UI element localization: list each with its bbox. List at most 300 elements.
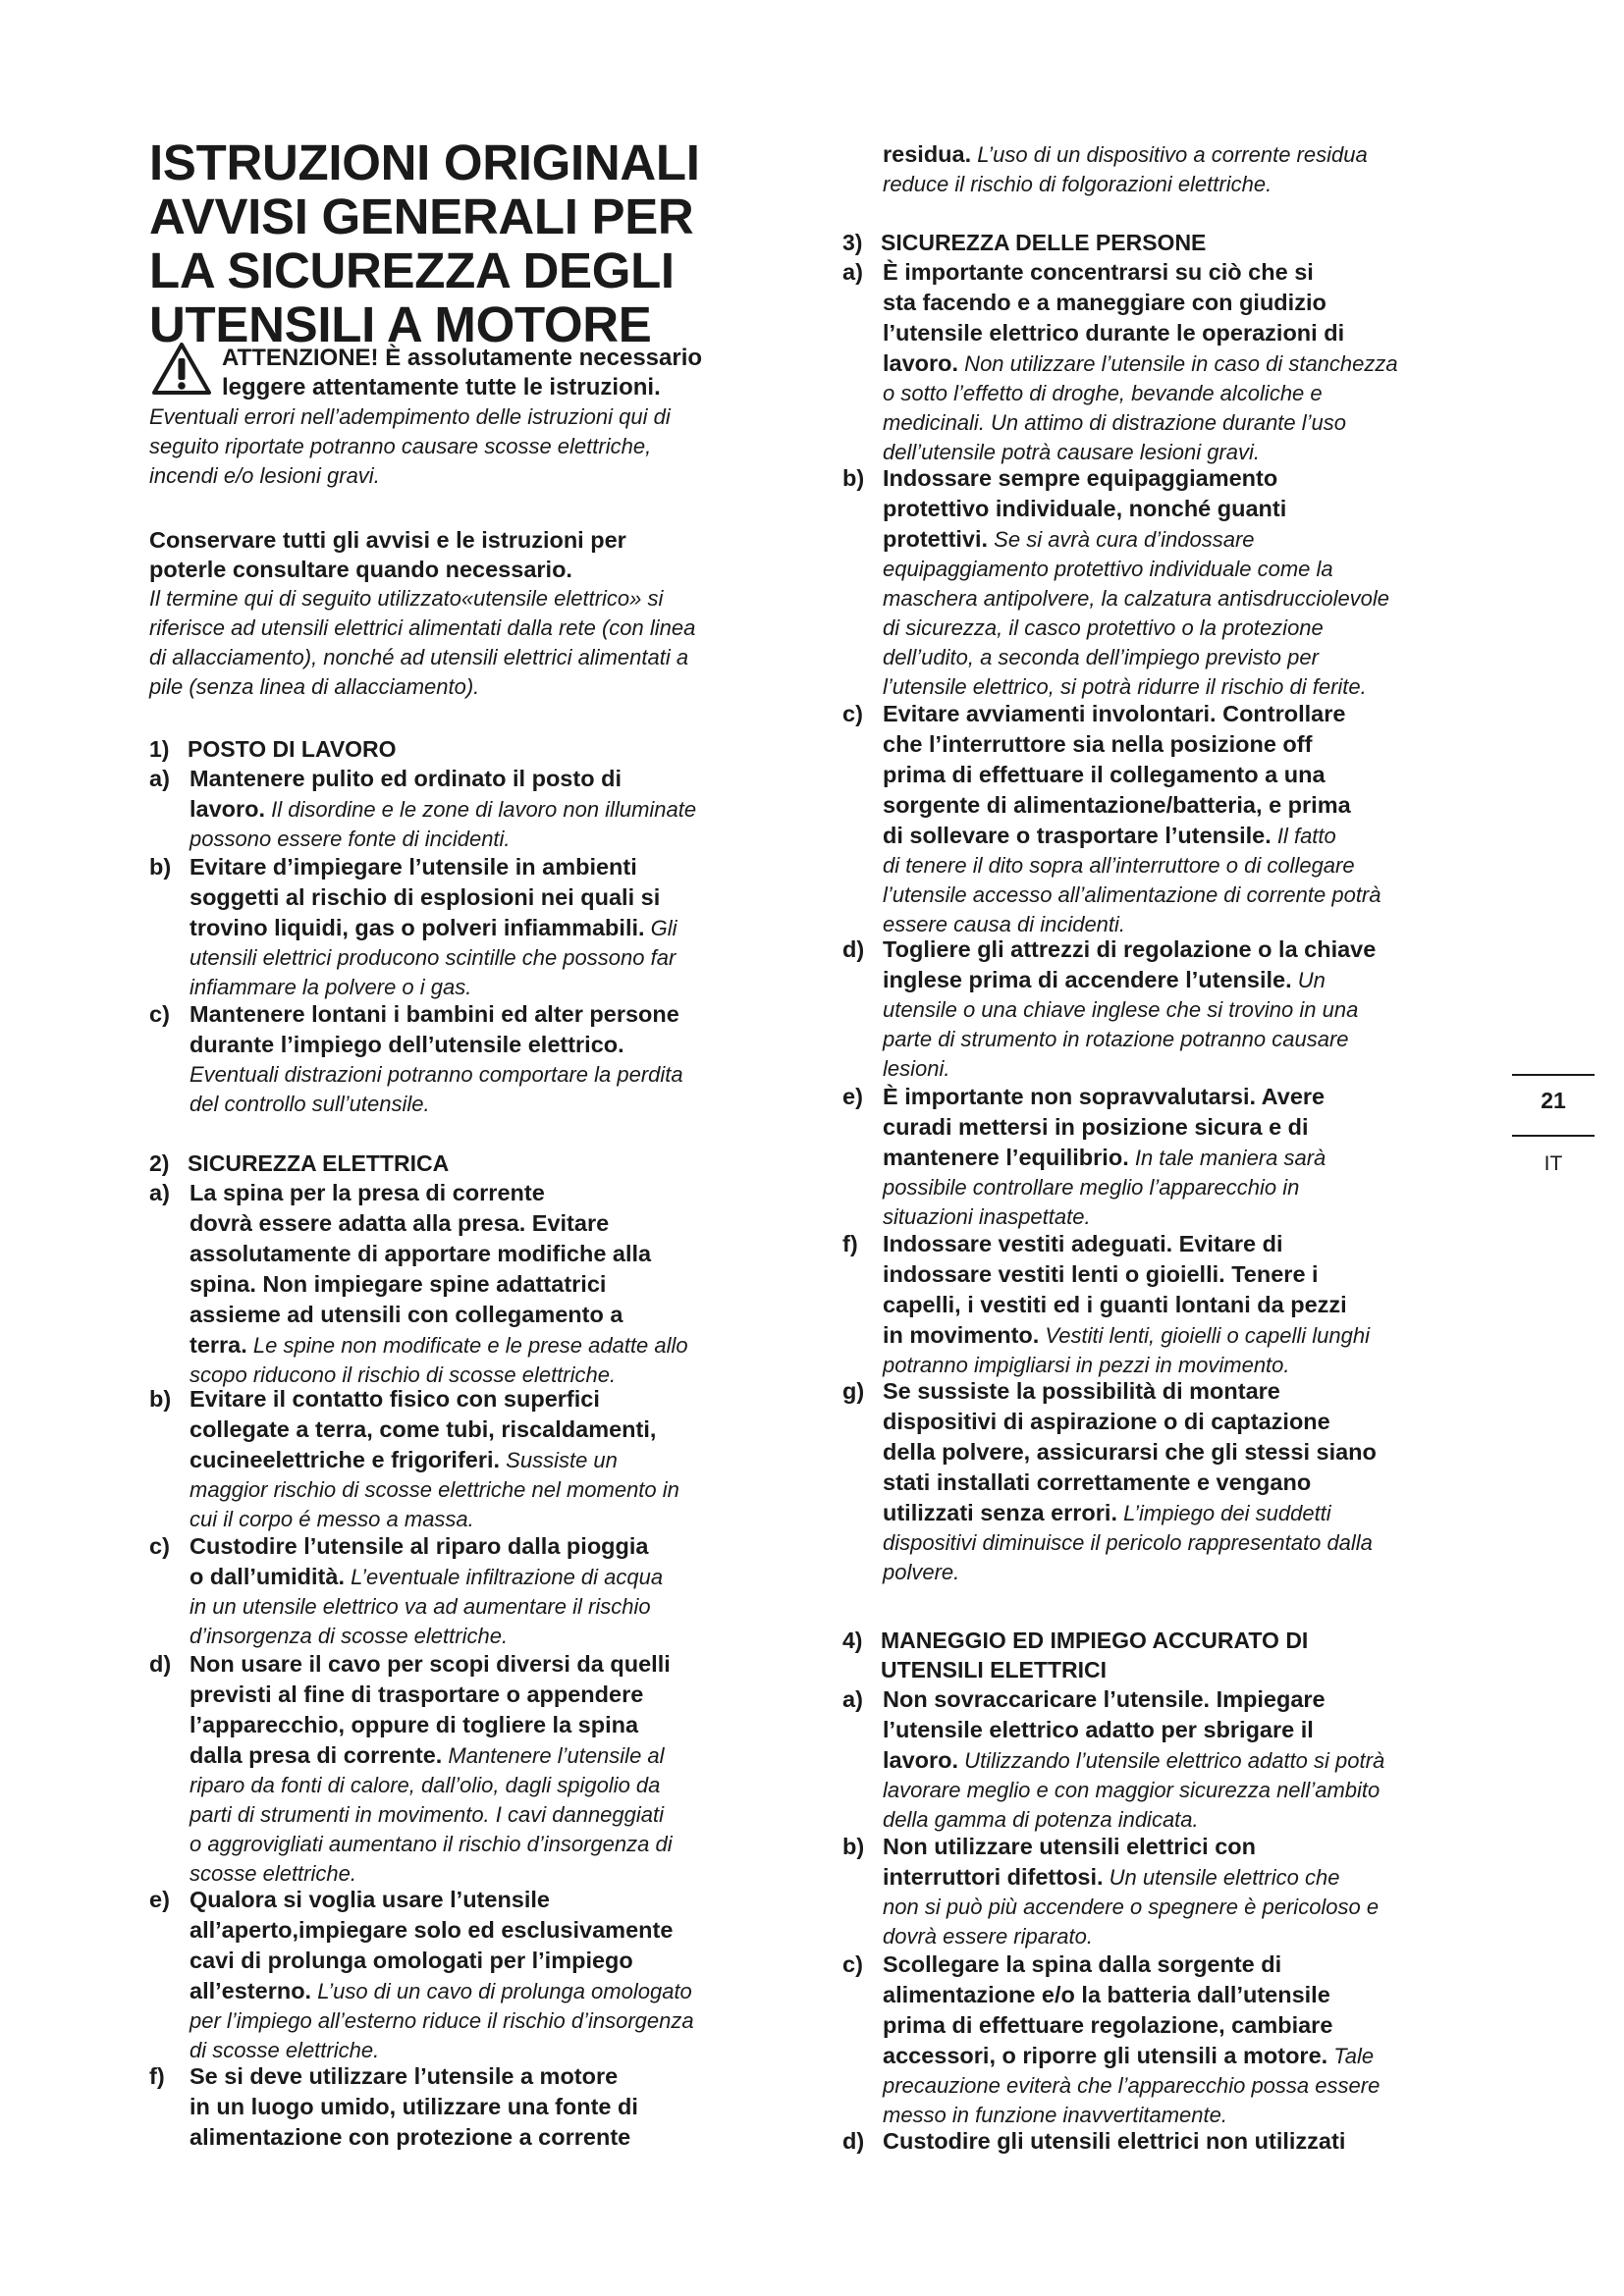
text-line bbox=[883, 1376, 1377, 1407]
bold-text: o dall’umidità. bbox=[189, 1564, 345, 1589]
bold-text: in un luogo umido, utilizzare una fonte di bbox=[189, 2094, 638, 2119]
bold-text: dispositivi di aspirazione o di captazione bbox=[883, 1409, 1330, 1434]
warning-line: ATTENZIONE! È assolutamente necessario bbox=[222, 345, 703, 371]
bold-text: Scollegare la spina dalla sorgente di bbox=[883, 1951, 1282, 1977]
text-line bbox=[189, 913, 677, 943]
text-line bbox=[189, 1915, 694, 1946]
warning-triangle-icon bbox=[151, 342, 212, 397]
bold-text: È importante concentrarsi su ciò che si bbox=[883, 259, 1314, 285]
text-line bbox=[883, 1922, 1379, 1951]
item-text bbox=[189, 1885, 694, 2065]
italic-text: l’utensile accesso all’alimentazione di corrente potrà bbox=[883, 882, 1381, 907]
text-line bbox=[189, 1976, 694, 2006]
text-line: Eventuali errori nell’adempimento delle istruzioni qui di bbox=[149, 404, 671, 429]
text-line bbox=[883, 729, 1381, 760]
text-line bbox=[883, 881, 1381, 910]
text-line bbox=[883, 760, 1381, 790]
text-line bbox=[189, 1505, 679, 1534]
italic-text: riparo da fonti di calore, dall’olio, dagli spigolio da bbox=[189, 1773, 661, 1797]
title-line: LA SICUREZZA DEGLI bbox=[149, 242, 675, 298]
item-letter: f) bbox=[842, 1231, 858, 1256]
item-text bbox=[883, 934, 1376, 1084]
item-text bbox=[189, 852, 677, 1002]
keep-instructions bbox=[149, 525, 695, 702]
text-line bbox=[189, 973, 677, 1002]
text-line bbox=[883, 995, 1376, 1025]
item-text bbox=[883, 699, 1381, 939]
section-title-continued: UTENSILI ELETTRICI bbox=[881, 1657, 1107, 1682]
text-line bbox=[883, 699, 1381, 729]
italic-text: cui il corpo é messo a massa. bbox=[189, 1507, 474, 1531]
warning-heading bbox=[222, 344, 702, 402]
item-letter: a) bbox=[842, 1686, 863, 1712]
item-text bbox=[883, 1832, 1379, 1951]
italic-text: potranno impigliarsi in pezzi in movimento. bbox=[883, 1353, 1290, 1377]
page-number: 21 bbox=[1541, 1088, 1566, 1113]
bold-text: trovino liquidi, gas o polveri infiammabili. bbox=[189, 915, 645, 940]
text-line bbox=[883, 965, 1376, 995]
text-line bbox=[883, 851, 1381, 881]
item-text bbox=[883, 1229, 1370, 1380]
item-text bbox=[189, 1649, 673, 1889]
text-line bbox=[189, 1680, 673, 1710]
item-letter: c) bbox=[842, 701, 863, 726]
text-line bbox=[883, 555, 1389, 584]
text-line bbox=[883, 1832, 1379, 1862]
italic-text: Sussiste un bbox=[500, 1448, 618, 1472]
text-line bbox=[883, 1112, 1326, 1143]
text-line bbox=[883, 1893, 1379, 1922]
document-title bbox=[149, 135, 700, 351]
italic-text: in un utensile elettrico va ad aumentare il rischio bbox=[189, 1594, 651, 1619]
section-number: 3) bbox=[842, 230, 863, 255]
text-line bbox=[189, 943, 677, 973]
text-line: poterle consultare quando necessario. bbox=[149, 557, 572, 582]
bold-text: cucineelettriche e frigoriferi. bbox=[189, 1447, 501, 1472]
bold-text: lavoro. bbox=[883, 350, 959, 376]
item-text bbox=[189, 2061, 638, 2153]
text-line bbox=[189, 1800, 673, 1830]
text-line: di allacciamento), nonché ad utensili elettrici alimentati a bbox=[149, 645, 689, 669]
bold-text: Qualora si voglia usare l’utensile bbox=[189, 1887, 550, 1912]
bold-text: protettivi. bbox=[883, 526, 989, 552]
text-line: incendi e/o lesioni gravi. bbox=[149, 463, 380, 488]
italic-text: possono essere fonte di incidenti. bbox=[189, 827, 511, 851]
bold-text: Se si deve utilizzare l’utensile a motore bbox=[189, 2063, 619, 2089]
bold-text: accessori, o riporre gli utensili a motore. bbox=[883, 2043, 1328, 2068]
bold-text: Non sovraccaricare l’utensile. Impiegare bbox=[883, 1686, 1326, 1712]
text-line bbox=[883, 524, 1389, 555]
item-letter: a) bbox=[149, 1180, 170, 1205]
text-line bbox=[189, 2092, 638, 2122]
text-line bbox=[883, 1558, 1377, 1587]
text-line bbox=[189, 2061, 638, 2092]
bold-text: l’utensile elettrico adatto per sbrigare il bbox=[883, 1717, 1314, 1742]
bold-text: previsti al fine di trasportare o appendere bbox=[189, 1682, 644, 1707]
bold-text: Custodire gli utensili elettrici non utilizzati bbox=[883, 2128, 1346, 2154]
text-line bbox=[189, 1030, 683, 1060]
italic-text: Mantenere l’utensile al bbox=[442, 1743, 665, 1768]
item-letter: b) bbox=[149, 1386, 172, 1412]
page-number-rule-top bbox=[1512, 1074, 1595, 1076]
italic-text: Un bbox=[1291, 968, 1326, 992]
bold-text: capelli, i vestiti ed i guanti lontani da pezzi bbox=[883, 1292, 1347, 1317]
italic-text: equipaggiamento protettivo individuale come la bbox=[883, 557, 1333, 581]
text-line bbox=[189, 825, 696, 854]
text-line bbox=[189, 1178, 688, 1208]
text-line bbox=[189, 1208, 688, 1239]
italic-text: l’utensile elettrico, si potrà ridurre il rischio di ferite. bbox=[883, 674, 1367, 699]
text-line bbox=[883, 2126, 1345, 2157]
italic-text: medicinali. Un attimo di distrazione durante l’uso bbox=[883, 410, 1347, 435]
text-line bbox=[883, 1229, 1370, 1259]
item-letter: g) bbox=[842, 1378, 865, 1404]
text-line bbox=[189, 852, 677, 882]
text-line bbox=[883, 1054, 1376, 1084]
text-line bbox=[883, 288, 1398, 318]
text-line bbox=[883, 1437, 1377, 1468]
bold-text: spina. Non impiegare spine adattatrici bbox=[189, 1271, 607, 1297]
bold-text: Indossare sempre equipaggiamento bbox=[883, 465, 1278, 491]
italic-text: maggior rischio di scosse elettriche nel momento in bbox=[189, 1477, 679, 1502]
item-text bbox=[189, 999, 683, 1119]
italic-text: di tenere il dito sopra all’interruttore o di collegare bbox=[883, 853, 1355, 878]
text-line bbox=[883, 1862, 1379, 1893]
bold-text: protettivo individuale, nonché guanti bbox=[883, 496, 1287, 521]
text-line bbox=[189, 1384, 679, 1415]
item-letter: a) bbox=[149, 766, 170, 791]
bold-text: di sollevare o trasportare l’utensile. bbox=[883, 823, 1272, 848]
text-line bbox=[883, 1715, 1384, 1745]
bold-text: Non utilizzare utensili elettrici con bbox=[883, 1834, 1256, 1859]
text-line bbox=[189, 2006, 694, 2036]
text-line bbox=[189, 794, 696, 825]
text-line bbox=[189, 1649, 673, 1680]
item-text bbox=[883, 1684, 1384, 1835]
bold-text: Mantenere lontani i bambini ed alter persone bbox=[189, 1001, 679, 1027]
item-text bbox=[189, 1531, 663, 1651]
text-line bbox=[883, 1407, 1377, 1437]
text-line bbox=[883, 1776, 1384, 1805]
item-letter: c) bbox=[149, 1533, 170, 1559]
section-number: 4) bbox=[842, 1628, 863, 1653]
text-line: pile (senza linea di allacciamento). bbox=[149, 674, 480, 699]
text-line bbox=[883, 1259, 1370, 1290]
section-number: 2) bbox=[149, 1150, 170, 1176]
text-line bbox=[883, 1980, 1380, 2010]
italic-text: L’impiego dei suddetti bbox=[1116, 1501, 1331, 1525]
bold-text: Evitare d’impiegare l’utensile in ambienti bbox=[189, 854, 637, 880]
item-letter: e) bbox=[842, 1084, 863, 1109]
italic-text: parte di strumento in rotazione potranno causare bbox=[883, 1027, 1349, 1051]
bold-text: assieme ad utensili con collegamento a bbox=[189, 1302, 623, 1327]
text-line: seguito riportate potranno causare scosse elettriche, bbox=[149, 434, 652, 458]
text-line bbox=[883, 1320, 1370, 1351]
item-letter: b) bbox=[149, 854, 172, 880]
text-line bbox=[883, 1745, 1384, 1776]
item-text bbox=[189, 1384, 679, 1534]
text-line bbox=[883, 1468, 1377, 1498]
bold-text: mantenere l’equilibrio. bbox=[883, 1145, 1129, 1170]
bold-text: interruttori difettosi. bbox=[883, 1864, 1104, 1890]
text-line bbox=[883, 2010, 1380, 2041]
text-line bbox=[883, 643, 1389, 672]
italic-text: lavorare meglio e con maggior sicurezza nell’ambito bbox=[883, 1778, 1380, 1802]
bold-text: l’apparecchio, oppure di togliere la spina bbox=[189, 1712, 639, 1737]
italic-text: del controllo sull’utensile. bbox=[189, 1092, 430, 1116]
bold-text: alimentazione e/o la batteria dall’utensile bbox=[883, 1982, 1330, 2007]
text-line bbox=[189, 1830, 673, 1859]
text-line bbox=[189, 882, 677, 913]
bold-text: sta facendo e a maneggiare con giudizio bbox=[883, 290, 1326, 315]
bold-text: dalla presa di corrente. bbox=[189, 1742, 443, 1768]
text-line bbox=[883, 1528, 1377, 1558]
italic-text: scopo riducono il rischio di scosse elettriche. bbox=[189, 1362, 617, 1387]
italic-text: utensile o una chiave inglese che si trovino in una bbox=[883, 997, 1359, 1022]
italic-text: maschera antipolvere, la calzatura antisdrucciolevole bbox=[883, 586, 1390, 611]
item-letter: f) bbox=[149, 2063, 165, 2089]
bold-text: Non usare il cavo per scopi diversi da quelli bbox=[189, 1651, 671, 1677]
text-line bbox=[189, 1771, 673, 1800]
item-letter: b) bbox=[842, 1834, 865, 1859]
italic-text: Se si avrà cura d’indossare bbox=[988, 527, 1255, 552]
item-text bbox=[883, 2126, 1345, 2157]
title-line: AVVISI GENERALI PER bbox=[149, 188, 694, 244]
page-number-rule-bottom bbox=[1512, 1135, 1595, 1137]
italic-text: possibile controllare meglio l’apparecchio in bbox=[883, 1175, 1300, 1200]
italic-text: Il fatto bbox=[1271, 824, 1336, 848]
italic-text: lesioni. bbox=[883, 1056, 950, 1081]
italic-text: Il disordine e le zone di lavoro non illuminate bbox=[265, 797, 697, 822]
text-line bbox=[883, 348, 1398, 379]
italic-text: dispositivi diminuisce il pericolo rappresentato dalla bbox=[883, 1530, 1373, 1555]
item-text bbox=[883, 463, 1389, 702]
text-line bbox=[189, 1060, 683, 1090]
item-text bbox=[883, 1949, 1380, 2130]
text-line bbox=[883, 821, 1381, 851]
text-line bbox=[883, 1498, 1377, 1528]
italic-text: polvere. bbox=[883, 1560, 960, 1584]
italic-text: Eventuali distrazioni potranno comportare la perdita bbox=[189, 1062, 683, 1087]
italic-text: precauzione eviterà che l’apparecchio possa essere bbox=[883, 2073, 1380, 2098]
text-line bbox=[189, 2122, 638, 2153]
bold-text: Togliere gli attrezzi di regolazione o la chiave bbox=[883, 936, 1377, 962]
section-title: POSTO DI LAVORO bbox=[188, 736, 397, 762]
bold-text: prima di effettuare il collegamento a una bbox=[883, 762, 1326, 787]
bold-text: all’esterno. bbox=[189, 1978, 312, 2003]
bold-text: lavoro. bbox=[189, 796, 266, 822]
bold-text: soggetti al rischio di esplosioni nei quali si bbox=[189, 884, 661, 910]
text-line bbox=[883, 408, 1398, 438]
text-line bbox=[883, 1805, 1384, 1835]
bold-text: lavoro. bbox=[883, 1747, 959, 1773]
text-line bbox=[883, 139, 1368, 170]
item-letter: d) bbox=[149, 1651, 172, 1677]
italic-text: d’insorgenza di scosse elettriche. bbox=[189, 1624, 509, 1648]
bold-text: La spina per la presa di corrente bbox=[189, 1180, 545, 1205]
warning-body bbox=[149, 402, 671, 491]
italic-text: utensili elettrici producono scintille che possono far bbox=[189, 945, 677, 970]
title-line: UTENSILI A MOTORE bbox=[149, 296, 652, 352]
item-text bbox=[189, 764, 696, 854]
item-text bbox=[883, 1082, 1326, 1232]
bold-text: all’aperto,impiegare solo ed esclusivamente bbox=[189, 1917, 674, 1943]
bold-text: dovrà essere adatta alla presa. Evitare bbox=[189, 1210, 610, 1236]
item-letter: b) bbox=[842, 465, 865, 491]
italic-text: L’eventuale infiltrazione di acqua bbox=[344, 1565, 664, 1589]
text-line bbox=[189, 1562, 663, 1592]
bold-text: residua. bbox=[883, 141, 972, 167]
italic-text: o sotto l’effetto di droghe, bevande alcoliche e bbox=[883, 381, 1323, 405]
text-line bbox=[883, 318, 1398, 348]
text-line bbox=[883, 614, 1389, 643]
bold-text: durante l’impiego dell’utensile elettrico. bbox=[189, 1032, 624, 1057]
title-line: ISTRUZIONI ORIGINALI bbox=[149, 134, 700, 190]
bold-text: Indossare vestiti adeguati. Evitare di bbox=[883, 1231, 1283, 1256]
italic-text: essere causa di incidenti. bbox=[883, 912, 1126, 936]
italic-text: per l’impiego all’esterno riduce il rischio d’insorgenza bbox=[189, 2008, 694, 2033]
bold-text: in movimento. bbox=[883, 1322, 1040, 1348]
bold-text: Mantenere pulito ed ordinato il posto di bbox=[189, 766, 622, 791]
text-line bbox=[883, 1143, 1326, 1173]
bold-text: assolutamente di apportare modifiche alla bbox=[189, 1241, 652, 1266]
item-letter: a) bbox=[842, 259, 863, 285]
section-title: SICUREZZA DELLE PERSONE bbox=[881, 230, 1207, 255]
text-line bbox=[189, 1445, 679, 1475]
italic-text: Un utensile elettrico che bbox=[1103, 1865, 1340, 1890]
text-line bbox=[189, 1330, 688, 1361]
item-letter: d) bbox=[842, 936, 865, 962]
text-line bbox=[883, 1684, 1384, 1715]
italic-text: di sicurezza, il casco protettivo o la protezione bbox=[883, 615, 1324, 640]
italic-text: In tale maniera sarà bbox=[1128, 1146, 1326, 1170]
italic-text: parti di strumenti in movimento. I cavi danneggiati bbox=[189, 1802, 665, 1827]
section-title: MANEGGIO ED IMPIEGO ACCURATO DI bbox=[881, 1628, 1309, 1653]
bold-text: collegate a terra, come tubi, riscaldamenti, bbox=[189, 1416, 657, 1442]
italic-text: dell’udito, a seconda dell’impiego previsto per bbox=[883, 645, 1319, 669]
italic-text: Non utilizzare l’utensile in caso di stanchezza bbox=[958, 351, 1398, 376]
bold-text: Se sussiste la possibilità di montare bbox=[883, 1378, 1280, 1404]
text-line bbox=[883, 934, 1376, 965]
italic-text: di scosse elettriche. bbox=[189, 2038, 380, 2062]
section-number: 1) bbox=[149, 736, 170, 762]
text-line bbox=[883, 2041, 1380, 2071]
text-line bbox=[189, 1090, 683, 1119]
text-line bbox=[883, 584, 1389, 614]
italic-text: Le spine non modificate e le prese adatte allo bbox=[246, 1333, 688, 1358]
text-line bbox=[883, 379, 1398, 408]
text-line bbox=[189, 1239, 688, 1269]
italic-text: dovrà essere riparato. bbox=[883, 1924, 1093, 1949]
item-text bbox=[189, 1178, 688, 1390]
bold-text: stati installati correttamente e vengano bbox=[883, 1469, 1312, 1495]
italic-text: Vestiti lenti, gioielli o capelli lunghi bbox=[1039, 1323, 1370, 1348]
bold-text: terra. bbox=[189, 1332, 247, 1358]
text-line bbox=[883, 463, 1389, 494]
text-line bbox=[189, 1622, 663, 1651]
section-heading bbox=[149, 1148, 449, 1178]
text-line bbox=[883, 1949, 1380, 1980]
item-letter: e) bbox=[149, 1887, 170, 1912]
italic-text: Utilizzando l’utensile elettrico adatto si potrà bbox=[958, 1748, 1385, 1773]
text-line bbox=[189, 1946, 694, 1976]
text-line bbox=[883, 672, 1389, 702]
warning-line: leggere attentamente tutte le istruzioni. bbox=[222, 374, 661, 400]
text-line: Il termine qui di seguito utilizzato«utensile elettrico» si bbox=[149, 586, 664, 611]
text-line: riferisce ad utensili elettrici alimentati dalla rete (con linea bbox=[149, 615, 696, 640]
section-title: SICUREZZA ELETTRICA bbox=[188, 1150, 450, 1176]
text-line bbox=[189, 1885, 694, 1915]
text-line bbox=[189, 1300, 688, 1330]
item-text bbox=[883, 1376, 1377, 1587]
italic-text: infiammare la polvere o i gas. bbox=[189, 975, 472, 999]
bold-text: Custodire l’utensile al riparo dalla pioggia bbox=[189, 1533, 649, 1559]
text-line: Conservare tutti gli avvisi e le istruzioni per bbox=[149, 527, 626, 553]
item-text bbox=[883, 257, 1398, 467]
item-letter: d) bbox=[842, 2128, 865, 2154]
text-line bbox=[883, 1082, 1326, 1112]
bold-text: È importante non sopravvalutarsi. Avere bbox=[883, 1084, 1326, 1109]
italic-text: dell’utensile potrà causare lesioni gravi. bbox=[883, 440, 1260, 464]
text-line bbox=[883, 494, 1389, 524]
text-line bbox=[189, 1710, 673, 1740]
bold-text: l’utensile elettrico durante le operazioni di bbox=[883, 320, 1345, 346]
item-text bbox=[883, 139, 1368, 199]
text-line bbox=[189, 1269, 688, 1300]
text-line bbox=[883, 170, 1368, 199]
bold-text: sorgente di alimentazione/batteria, e prima bbox=[883, 792, 1351, 818]
text-line bbox=[189, 764, 696, 794]
bold-text: della polvere, assicurarsi che gli stessi siano bbox=[883, 1439, 1377, 1465]
italic-text: reduce il rischio di folgorazioni elettriche. bbox=[883, 172, 1272, 196]
bold-text: prima di effettuare regolazione, cambiare bbox=[883, 2012, 1333, 2038]
text-line bbox=[883, 1290, 1370, 1320]
bold-text: indossare vestiti lenti o gioielli. Tenere i bbox=[883, 1261, 1319, 1287]
bold-text: alimentazione con protezione a corrente bbox=[189, 2124, 631, 2150]
text-line bbox=[883, 790, 1381, 821]
text-line bbox=[883, 1025, 1376, 1054]
italic-text: scosse elettriche. bbox=[189, 1861, 356, 1886]
text-line bbox=[883, 1202, 1326, 1232]
text-line bbox=[189, 1475, 679, 1505]
italic-text: Tale bbox=[1327, 2044, 1375, 2068]
bold-text: curadi mettersi in posizione sicura e di bbox=[883, 1114, 1309, 1140]
bold-text: Evitare avviamenti involontari. Controllare bbox=[883, 701, 1346, 726]
bold-text: Evitare il contatto fisico con superfici bbox=[189, 1386, 600, 1412]
italic-text: L’uso di un cavo di prolunga omologato bbox=[311, 1979, 692, 2003]
text-line bbox=[189, 999, 683, 1030]
bold-text: cavi di prolunga omologati per l’impiego bbox=[189, 1948, 633, 1973]
bold-text: utilizzati senza errori. bbox=[883, 1500, 1117, 1525]
text-line bbox=[189, 1592, 663, 1622]
language-code: IT bbox=[1543, 1152, 1563, 1175]
item-letter: c) bbox=[842, 1951, 863, 1977]
text-line bbox=[189, 1415, 679, 1445]
text-line bbox=[883, 1173, 1326, 1202]
section-heading bbox=[842, 1626, 1308, 1655]
text-line bbox=[883, 2071, 1380, 2101]
italic-text: o aggrovigliati aumentano il rischio d’insorgenza di bbox=[189, 1832, 673, 1856]
item-letter: c) bbox=[149, 1001, 170, 1027]
italic-text: messo in funzione inavvertitamente. bbox=[883, 2103, 1227, 2127]
italic-text: non si può più accendere o spegnere è pericoloso e bbox=[883, 1895, 1380, 1919]
text-line bbox=[189, 1740, 673, 1771]
italic-text: della gamma di potenza indicata. bbox=[883, 1807, 1199, 1832]
text-line bbox=[883, 257, 1398, 288]
text-line bbox=[189, 1531, 663, 1562]
italic-text: L’uso di un dispositivo a corrente residua bbox=[971, 142, 1368, 167]
italic-text: situazioni inaspettate. bbox=[883, 1204, 1091, 1229]
